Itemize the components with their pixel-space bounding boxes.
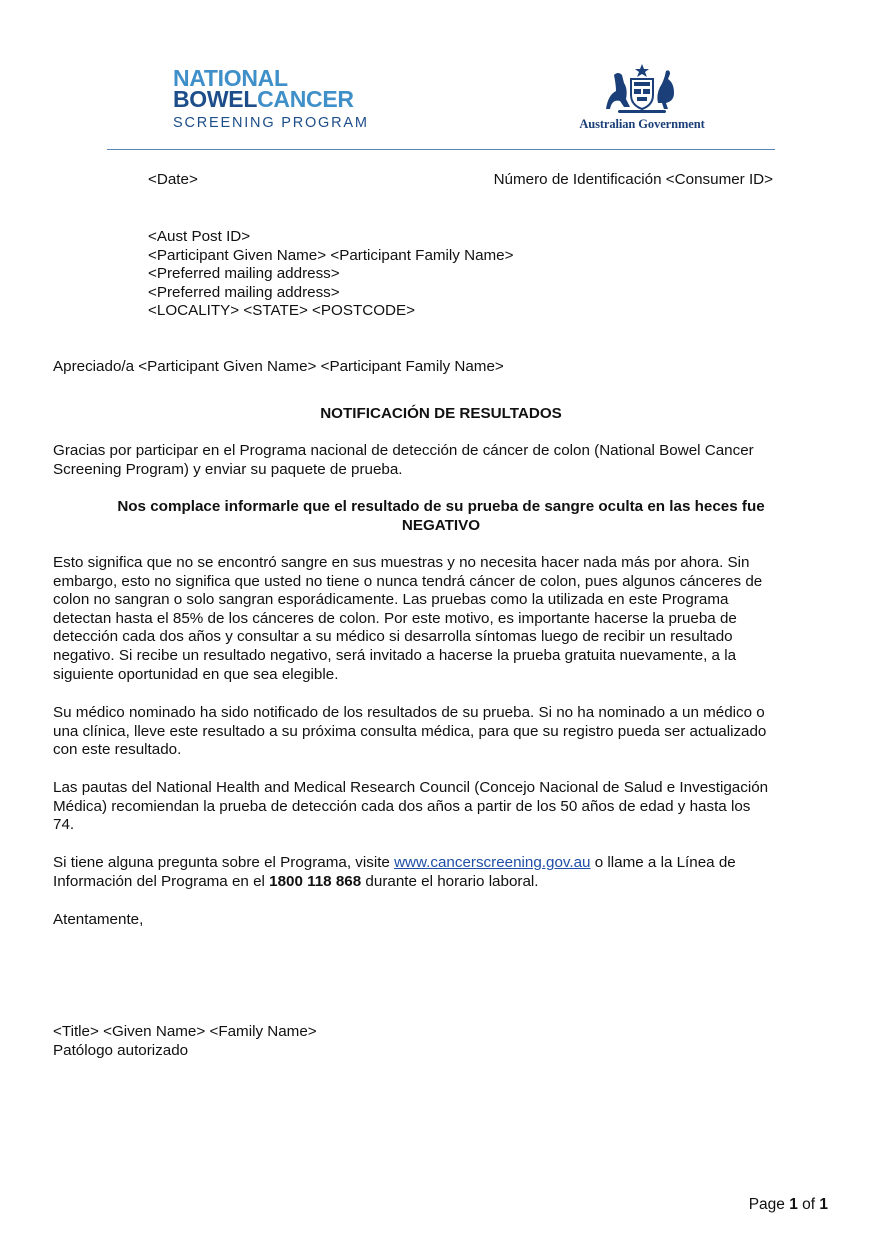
contact-line-2: Información del Programa en el 1800 118 868 durante el horario laboral. xyxy=(53,872,539,890)
address-line: <Preferred mailing address> xyxy=(148,265,340,283)
contact-line-1: Si tiene alguna pregunta sobre el Programa, visite www.cancerscreening.gov.au o llame a la Línea de xyxy=(53,854,736,871)
paragraph-line: una clínica, lleve este resultado a su próxima consulta médica, para que su registro pueda ser actualizado xyxy=(53,722,767,740)
header-rule xyxy=(107,149,775,150)
intro-paragraph xyxy=(53,442,754,479)
address-line: <Participant Given Name> <Participant Family Name> xyxy=(148,246,514,264)
guidelines-paragraph xyxy=(53,779,768,835)
result-statement xyxy=(80,498,802,535)
doctor-paragraph xyxy=(53,704,766,760)
coat-of-arms-icon xyxy=(604,63,680,115)
program-logo-line3: SCREENING PROGRAM xyxy=(173,115,369,131)
address-line: <LOCALITY> <STATE> <POSTCODE> xyxy=(148,302,416,320)
paragraph-line: embargo, esto no significa que usted no tiene o nunca tendrá cáncer de colon, pues algunos cánceres de xyxy=(53,572,763,590)
government-logo xyxy=(566,63,718,132)
consumer-id-line: Número de Identificación <Consumer ID> xyxy=(493,171,773,188)
signature-name: <Title> <Given Name> <Family Name> xyxy=(53,1023,317,1040)
paragraph-line: siguiente oportunidad en que sea elegible. xyxy=(53,665,339,683)
paragraph-line: Esto significa que no se encontró sangre en sus muestras y no necesita hacer nada más por ahora. Sin xyxy=(53,554,750,571)
salutation: Apreciado/a <Participant Given Name> <Participant Family Name> xyxy=(53,358,504,375)
letter-heading: NOTIFICACIÓN DE RESULTADOS xyxy=(320,405,562,422)
date-placeholder: <Date> xyxy=(148,171,198,188)
paragraph-line: detectan hasta el 85% de los cánceres de colon. Por este motivo, es importante hacerse la prueba de xyxy=(53,609,737,627)
signature-block xyxy=(53,1023,317,1060)
phone-number: 1800 118 868 xyxy=(269,872,362,890)
address-line: <Preferred mailing address> xyxy=(148,283,340,301)
paragraph-line: colon no sangran o solo sangran esporádicamente. Las pruebas como la utilizada en este Programa xyxy=(53,591,729,609)
paragraph-line: Su médico nominado ha sido notificado de los resultados de su prueba. Si no ha nominado a un médico o xyxy=(53,704,765,721)
paragraph-line: Las pautas del National Health and Medical Research Council (Concejo Nacional de Salud e Investigación xyxy=(53,779,769,796)
paragraph-line: negativo. Si recibe un resultado negativo, será invitado a hacerse la prueba gratuita nuevamente, a la xyxy=(53,646,737,664)
paragraph-line: detección cada dos años y consultar a su médico si desarrolla síntomas luego de recibir un resultado xyxy=(53,628,733,646)
paragraph-line: Médica) recomiendan la prueba de detección cada dos años a partir de los 50 años de edad y hasta los xyxy=(53,797,751,815)
paragraph-line: con este resultado. xyxy=(53,741,182,759)
result-value: NEGATIVO xyxy=(401,516,481,534)
explanation-paragraph xyxy=(53,554,762,684)
address-block xyxy=(148,228,514,321)
intro-line: Screening Program) y enviar su paquete de prueba. xyxy=(53,460,403,478)
signature-role: Patólogo autorizado xyxy=(53,1041,189,1059)
cancerscreening-link[interactable]: www.cancerscreening.gov.au xyxy=(394,854,591,871)
address-line: <Aust Post ID> xyxy=(148,228,251,245)
government-name: Australian Government xyxy=(579,117,705,131)
program-logo-line1: NATIONAL xyxy=(173,65,288,91)
intro-line: Gracias por participar en el Programa nacional de detección de cáncer de colon (National Bowel Cancer xyxy=(53,442,754,459)
result-line: Nos complace informarle que el resultado de su prueba de sangre oculta en las heces fue xyxy=(117,498,765,515)
closing: Atentamente, xyxy=(53,911,144,928)
program-logo-line2: BOWELCANCER xyxy=(173,86,354,112)
paragraph-line: 74. xyxy=(53,816,75,834)
page-number: Page 1 of 1 xyxy=(748,1196,828,1213)
program-logo xyxy=(173,65,369,131)
contact-paragraph xyxy=(53,854,736,891)
